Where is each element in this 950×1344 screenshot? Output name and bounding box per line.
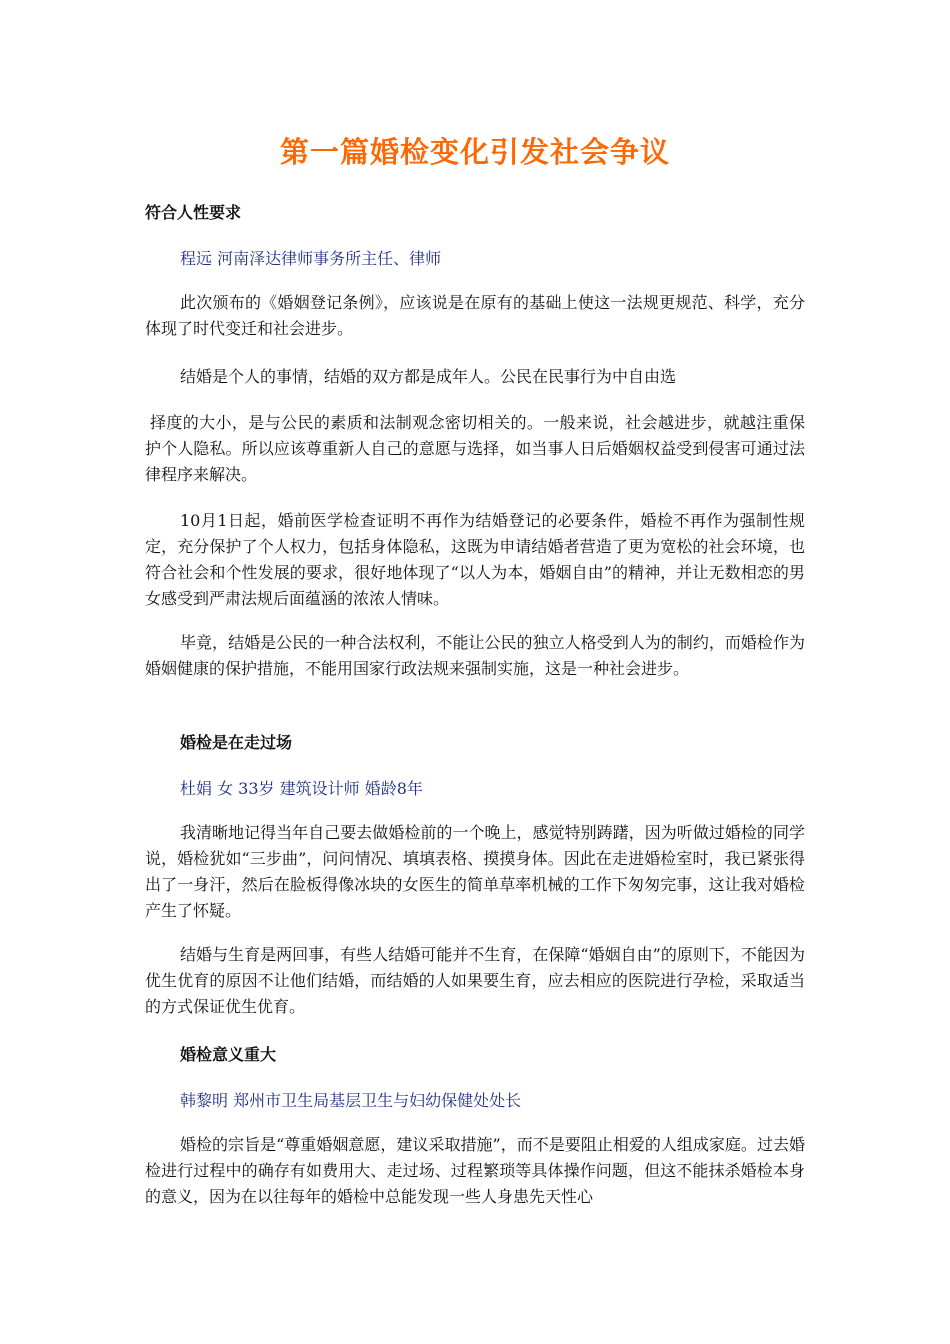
paragraph: 毕竟，结婚是公民的一种合法权利，不能让公民的独立人格受到人为的制约，而婚检作为婚姻健康的保护措施，不能用国家行政法规来强制实施，这是一种社会进步。 [145, 633, 805, 678]
author-byline: 杜娟 女 33岁 建筑设计师 婚龄8年 [180, 779, 423, 798]
paragraph: 10月1日起，婚前医学检查证明不再作为结婚登记的必要条件，婚检不再作为强制性规定，充分保护了个人权力，包括身体隐私，这既为申请结婚者营造了更为宽松的社会环境，也符合社会和个性发展的要求，很好地体现了“以人为本，婚姻自由”的精神，并让无数相恋的男女感受到严肃法规后面蕴涵的浓浓人情味。 [145, 511, 805, 608]
paragraph: 择度的大小，是与公民的素质和法制观念密切相关的。一般来说，社会越进步，就越注重保护个人隐私。所以应该尊重新人自己的意愿与选择，如当事人日后婚姻权益受到侵害可通过法律程序来解决。 [145, 413, 805, 484]
section-heading: 婚检意义重大 [180, 1045, 277, 1064]
author-byline: 韩黎明 郑州市卫生局基层卫生与妇幼保健处处长 [180, 1091, 522, 1110]
paragraph: 我清晰地记得当年自己要去做婚检前的一个晚上，感觉特别踌躇，因为听做过婚检的同学说，婚检犹如“三步曲”，问问情况、填填表格、摸摸身体。因此在走进婚检室时，我已紧张得出了一身汗，然后在脸板得像冰块的女医生的简单草率机械的工作下匆匆完事，这让我对婚检产生了怀疑。 [145, 823, 805, 920]
paragraph: 结婚是个人的事情，结婚的双方都是成年人。公民在民事行为中自由选 [180, 367, 677, 386]
paragraph: 婚检的宗旨是“尊重婚姻意愿，建议采取措施”，而不是要阻止相爱的人组成家庭。过去婚检进行过程中的确存有如费用大、走过场、过程繁琐等具体操作问题，但这不能抹杀婚检本身的意义，因为在以往每年的婚检中总能发现一些人身患先天性心 [145, 1135, 805, 1206]
section-heading: 婚检是在走过场 [180, 733, 293, 752]
paragraph: 结婚与生育是两回事，有些人结婚可能并不生育，在保障“婚姻自由”的原则下，不能因为优生优育的原因不让他们结婚，而结婚的人如果要生育，应去相应的医院进行孕检，采取适当的方式保证优生优育。 [145, 945, 805, 1016]
paragraph: 此次颁布的《婚姻登记条例》，应该说是在原有的基础上使这一法规更规范、科学，充分体现了时代变迁和社会进步。 [145, 293, 805, 338]
section-heading: 符合人性要求 [145, 203, 242, 222]
author-byline: 程远 河南泽达律师事务所主任、律师 [180, 249, 442, 268]
document-title: 第一篇婚检变化引发社会争议 [279, 135, 670, 169]
